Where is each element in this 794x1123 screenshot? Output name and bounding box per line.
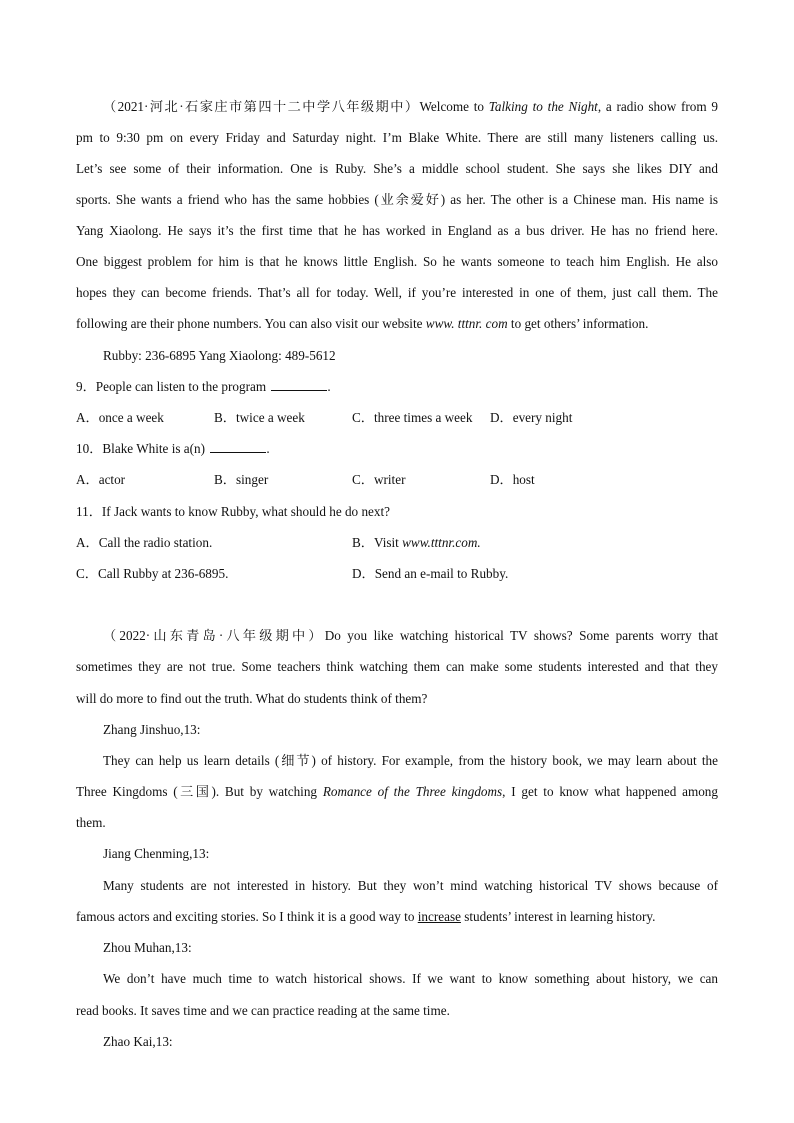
passage1-last-line — [76, 315, 718, 333]
passage1-line: pm to 9:30 pm on every Friday and Saturday night. I’m Blake White. There are still many listeners calling us. — [76, 130, 718, 145]
passage1-text: following are their phone numbers. You can also visit our website — [76, 316, 426, 331]
student-comment: them. — [76, 815, 106, 830]
question-9 — [76, 378, 718, 396]
answer-blank — [271, 378, 327, 391]
passage1-line: Let’s see some of their information. One is Ruby. She’s a middle school student. She says she likes DIY and — [76, 161, 718, 176]
student-name: Jiang Chenming,13: — [103, 846, 210, 861]
comment-text: Three Kingdoms (三国). But by watching — [76, 784, 323, 799]
q11-option-b — [352, 534, 481, 552]
q10-option-c: C．writer — [352, 472, 406, 487]
website-link: www. tttnr. com — [425, 316, 508, 331]
q11-option-c: C．Call Rubby at 236-6895. — [76, 566, 229, 581]
question-stem: 10．Blake White is a(n) — [76, 441, 206, 456]
passage1-first-line — [103, 98, 718, 116]
answer-blank — [210, 440, 266, 453]
passage1-line: Yang Xiaolong. He says it’s the first time that he has worked in England as a bus driver. He has no friend here. — [76, 223, 718, 238]
q10-option-d: D．host — [490, 472, 535, 487]
q9-option-a: A．once a week — [76, 410, 164, 425]
passage1-line: sports. She wants a friend who has the same hobbies (业余爱好) as her. The other is a Chinese man. His name is — [76, 192, 718, 207]
passage1-text: , a radio show from 9 — [597, 99, 718, 114]
question-stem: 9．People can listen to the program — [76, 379, 267, 394]
student-comment: We don’t have much time to watch historical shows. If we want to know something about history, we can — [103, 971, 718, 986]
student-name: Zhang Jinshuo,13: — [103, 722, 201, 737]
book-title: Romance of the Three kingdoms — [322, 784, 503, 799]
option-website: www.tttnr.com. — [402, 535, 481, 550]
question-end: . — [266, 441, 270, 456]
student-comment: read books. It saves time and we can practice reading at the same time. — [76, 1003, 450, 1018]
student-name: Zhou Muhan,13: — [103, 940, 192, 955]
q9-option-b: B．twice a week — [214, 410, 305, 425]
q9-option-c: C．three times a week — [352, 410, 473, 425]
passage1-text: to get others’ information. — [507, 316, 649, 331]
passage2-text: Do you like watching historical TV shows? Some parents worry that — [324, 628, 718, 643]
student-comment — [76, 783, 718, 801]
q11-option-a: A．Call the radio station. — [76, 535, 213, 550]
passage1-source: （2021·河北·石家庄市第四十二中学八年级期中） — [103, 99, 420, 114]
show-title: Talking to the Night — [488, 99, 598, 114]
passage2-source: （2022·山东青岛·八年级期中） — [103, 628, 325, 643]
passage1-line: One biggest problem for him is that he knows little English. So he wants someone to teach him English. He also — [76, 254, 718, 269]
q10-option-a: A．actor — [76, 472, 126, 487]
passage2-line: sometimes they are not true. Some teachers think watching them can make some students interested and that they — [76, 659, 718, 674]
passage2-first-line — [103, 627, 718, 645]
question-10 — [76, 440, 718, 458]
student-comment: Many students are not interested in history. But they won’t mind watching historical TV shows because of — [103, 878, 718, 893]
passage2-line: will do more to find out the truth. What do students think of them? — [76, 691, 428, 706]
passage1-line: hopes they can become friends. That’s all for today. Well, if you’re interested in one of them, just call them. The — [76, 285, 718, 300]
comment-text: students’ interest in learning history. — [460, 909, 656, 924]
question-end: . — [327, 379, 331, 394]
student-comment — [76, 908, 718, 926]
q10-option-b: B．singer — [214, 472, 269, 487]
comment-text: famous actors and exciting stories. So I think it is a good way to — [76, 909, 418, 924]
question-11: 11．If Jack wants to know Rubby, what should he do next? — [76, 504, 391, 519]
passage1-text: Welcome to — [419, 99, 489, 114]
q9-option-d: D．every night — [490, 410, 573, 425]
underlined-word: increase — [417, 909, 461, 924]
student-name: Zhao Kai,13: — [103, 1034, 173, 1049]
student-comment: They can help us learn details (细节) of history. For example, from the history book, we may learn about the — [103, 753, 718, 768]
comment-text: , I get to know what happened among — [502, 784, 718, 799]
option-label: B．Visit — [352, 535, 403, 550]
q11-option-d: D．Send an e-mail to Rubby. — [352, 566, 509, 581]
phone-numbers: Rubby: 236-6895 Yang Xiaolong: 489-5612 — [103, 348, 336, 363]
